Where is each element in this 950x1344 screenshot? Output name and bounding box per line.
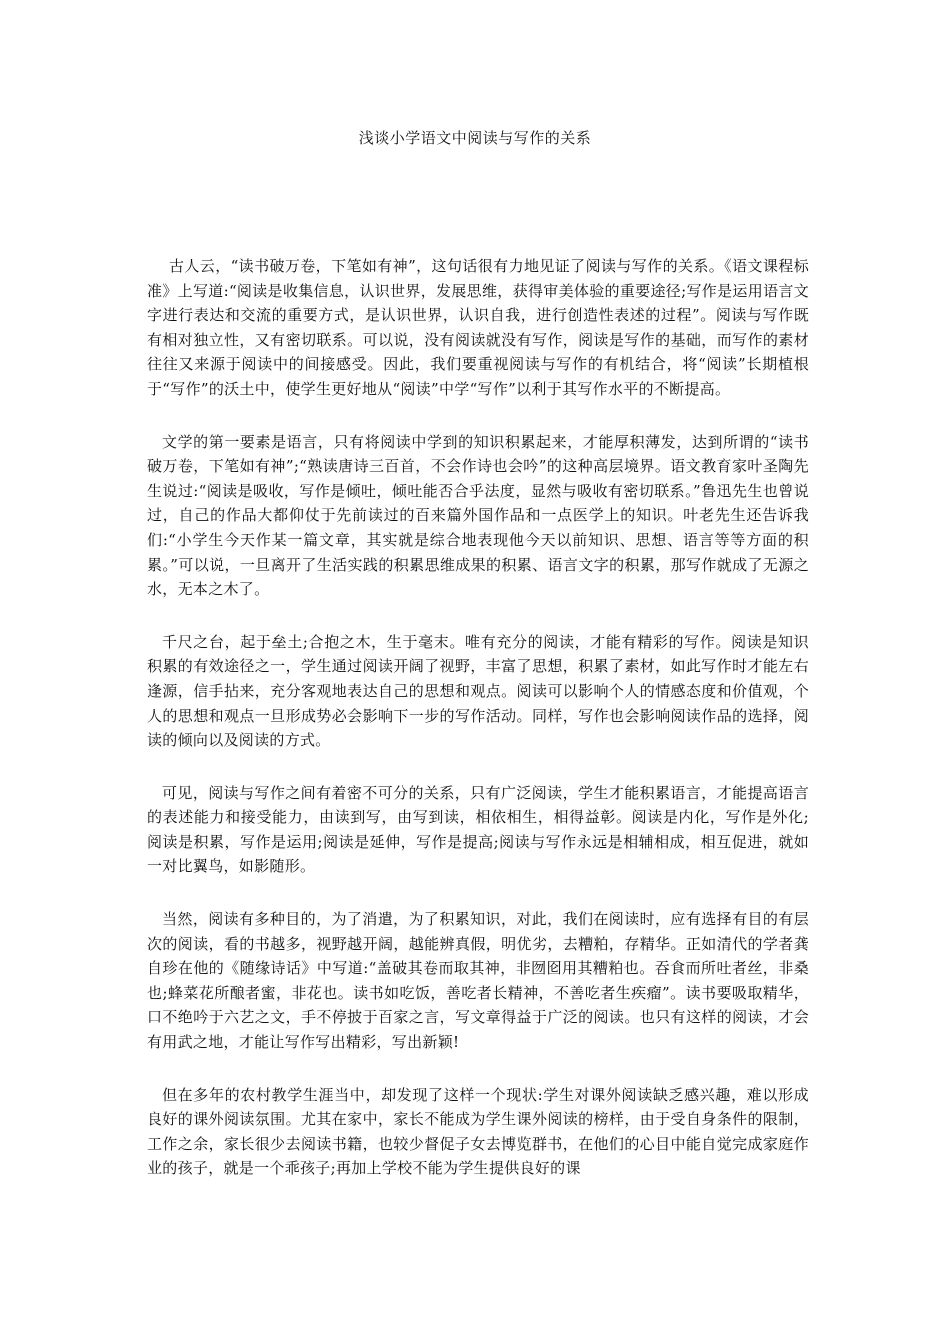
document-body [147,254,809,1209]
paragraph-4: 可见，阅读与写作之间有着密不可分的关系，只有广泛阅读，学生才能积累语言，才能提高语言的表述能力和接受能力，由读到写，由写到读，相依相生，相得益彰。阅读是内化，写作是外化;阅读是积累，写作是运用;阅读是延伸，写作是提高;阅读与写作永远是相辅相成，相互促进，就如一对比翼鸟，如影随形。 [147,783,809,876]
paragraph-5: 当然，阅读有多种目的，为了消遣，为了积累知识，对此，我们在阅读时，应有选择有目的有层次的阅读，看的书越多，视野越开阔，越能辨真假，明优劣，去糟粕，存精华。正如清代的学者龚自珍在他的《随缘诗话》中写道:“盖破其卷而取其神，非囫囵用其糟粕也。吞食而所吐者丝，非桑也;蜂菜花所酿者蜜，非花也。读书如吃饭，善吃者长精神，不善吃者生疾瘤”。读书要吸取精华，口不绝吟于六艺之文，手不停披于百家之言，写文章得益于广泛的阅读。也只有这样的阅读，才会有用武之地，才能让写作写出精彩，写出新颖! [147,910,809,1052]
paragraph-1: 古人云，“读书破万卷，下笔如有神”，这句话很有力地见证了阅读与写作的关系。《语文课程标准》上写道:“阅读是收集信息，认识世界，发展思维，获得审美体验的重要途径;写作是运用语言文字进行表达和交流的重要方式，是认识世界，认识自我，进行创造性表述的过程”。阅读与写作既有相对独立性，又有密切联系。可以说，没有阅读就没有写作，阅读是写作的基础，而写作的素材往往又来源于阅读中的间接感受。因此，我们要重视阅读与写作的有机结合，将“阅读”长期植根于“写作”的沃土中，使学生更好地从“阅读”中学“写作”以利于其写作水平的不断提高。 [147,257,809,398]
document-title: 浅谈小学语文中阅读与写作的关系 [358,129,592,147]
paragraph-2: 文学的第一要素是语言，只有将阅读中学到的知识积累起来，才能厚积薄发，达到所谓的“读书破万卷，下笔如有神”;“熟读唐诗三百首，不会作诗也会吟”的这种高层境界。语文教育家叶圣陶先生说过:“阅读是吸收，写作是倾吐，倾吐能否合乎法度，显然与吸收有密切联系。”鲁迅先生也曾说过，自己的作品大都仰仗于先前读过的百来篇外国作品和一点医学上的知识。叶老先生还告诉我们:“小学生今天作某一篇文章，其实就是综合地表现他今天以前知识、思想、语言等等方面的积累。”可以说，一旦离开了生活实践的积累思维成果的积累、语言文字的积累，那写作就成了无源之水，无本之木了。 [147,432,809,599]
paragraph-6: 但在多年的农村教学生涯当中，却发现了这样一个现状:学生对课外阅读缺乏感兴趣，难以形成良好的课外阅读氛围。尤其在家中，家长不能成为学生课外阅读的榜样，由于受自身条件的限制，工作之余，家长很少去阅读书籍，也较少督促子女去博览群书，在他们的心目中能自觉完成家庭作业的孩子，就是一个乖孩子;再加上学校不能为学生提供良好的课 [147,1085,809,1178]
paragraph-3: 千尺之台，起于垒土;合抱之木，生于毫末。唯有充分的阅读，才能有精彩的写作。阅读是知识积累的有效途径之一，学生通过阅读开阔了视野，丰富了思想，积累了素材，如此写作时才能左右逢源，信手拈来，充分客观地表达自己的思想和观点。阅读可以影响个人的情感态度和价值观，个人的思想和观点一旦形成势必会影响下一步的写作活动。同样，写作也会影响阅读作品的选择，阅读的倾向以及阅读的方式。 [147,632,809,750]
